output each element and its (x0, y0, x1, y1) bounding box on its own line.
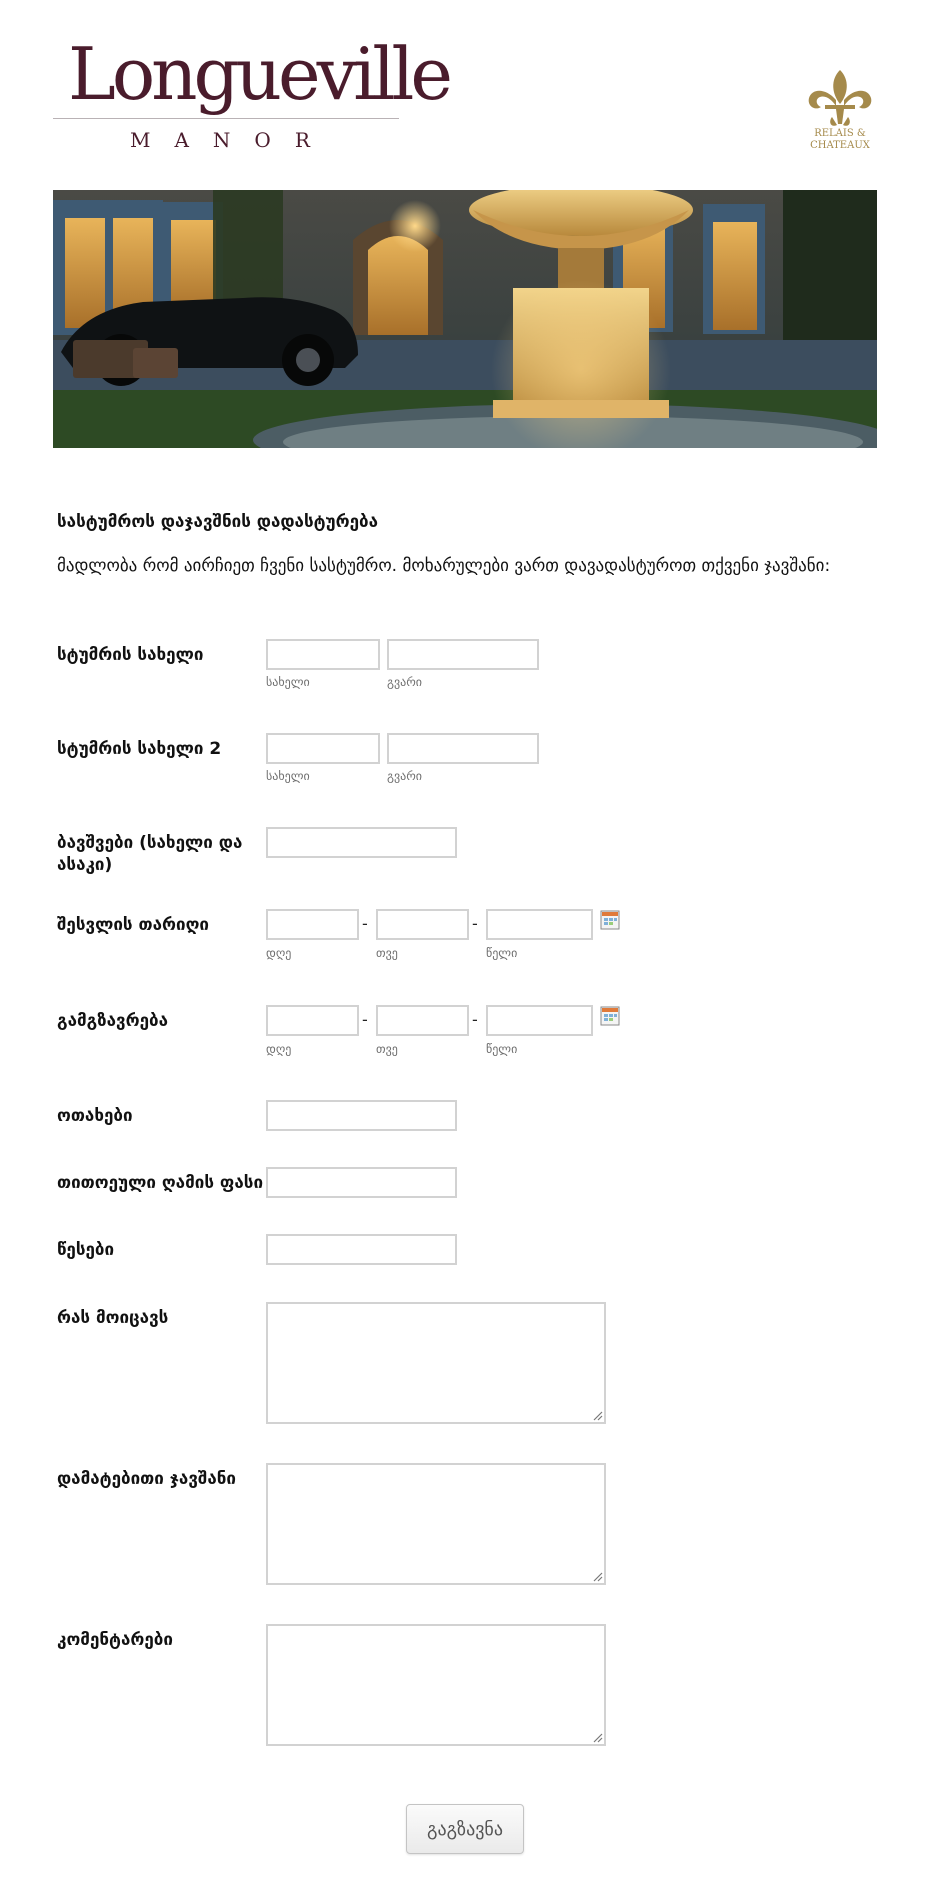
guest-last-name-sublabel: გვარი (387, 675, 422, 689)
guest-name-label: სტუმრის სახელი (57, 645, 204, 665)
calendar-icon[interactable] (600, 910, 620, 930)
rooms-label: ოთახები (57, 1106, 133, 1126)
rules-input[interactable] (266, 1234, 457, 1265)
guest-2-last-name-sublabel: გვარი (387, 769, 422, 783)
guest-2-first-name-sublabel: სახელი (266, 769, 310, 783)
departure-month-input[interactable] (376, 1005, 469, 1036)
rooms-input[interactable] (266, 1100, 457, 1131)
checkin-day-sublabel: დღე (266, 946, 292, 960)
resize-handle-icon[interactable] (591, 1570, 603, 1582)
submit-button[interactable]: გაგზავნა (406, 1804, 524, 1854)
partner-text-line2: CHATEAUX (810, 140, 870, 151)
date-separator: - (362, 1010, 368, 1029)
guest-2-last-name-input[interactable] (387, 733, 539, 764)
fleur-de-lis-icon (806, 70, 874, 130)
comments-label: კომენტარები (57, 1630, 173, 1650)
guest-name-2-label: სტუმრის სახელი 2 (57, 739, 222, 759)
checkin-year-sublabel: წელი (486, 946, 518, 960)
hotel-hero-image (53, 190, 877, 448)
resize-handle-icon[interactable] (591, 1731, 603, 1743)
logo-wordmark: Longueville (68, 32, 449, 116)
guest-2-first-name-input[interactable] (266, 733, 380, 764)
guest-last-name-input[interactable] (387, 639, 539, 670)
departure-year-sublabel: წელი (486, 1042, 518, 1056)
checkin-month-sublabel: თვე (376, 946, 398, 960)
date-separator: - (472, 1010, 478, 1029)
checkin-year-input[interactable] (486, 909, 593, 940)
rules-label: წესები (57, 1240, 115, 1260)
resize-handle-icon[interactable] (591, 1409, 603, 1421)
departure-day-sublabel: დღე (266, 1042, 292, 1056)
guest-first-name-input[interactable] (266, 639, 380, 670)
departure-year-input[interactable] (486, 1005, 593, 1036)
departure-month-sublabel: თვე (376, 1042, 398, 1056)
includes-label: რას მოიცავს (57, 1308, 169, 1328)
date-separator: - (472, 914, 478, 933)
partner-text-line1: RELAIS & (814, 128, 866, 139)
extra-booking-label: დამატებითი ჯავშანი (57, 1469, 236, 1489)
logo-divider (53, 118, 399, 119)
guest-first-name-sublabel: სახელი (266, 675, 310, 689)
nightly-rate-label: თითოეული ღამის ფასი (57, 1173, 264, 1193)
nightly-rate-input[interactable] (266, 1167, 457, 1198)
form-intro-text: მადლობა რომ აირჩიეთ ჩვენი სასტუმრო. მოხარულები ვართ დავადასტუროთ თქვენი ჯავშანი: (57, 556, 831, 576)
comments-textarea[interactable] (266, 1624, 606, 1746)
calendar-icon[interactable] (600, 1006, 620, 1026)
includes-textarea[interactable] (266, 1302, 606, 1424)
children-label: ბავშვები (სახელი და ასაკი) (57, 833, 243, 875)
logo-subtitle: MANOR (130, 128, 334, 152)
date-separator: - (362, 914, 368, 933)
checkin-label: შესვლის თარიღი (57, 915, 209, 935)
checkin-day-input[interactable] (266, 909, 359, 940)
children-input[interactable] (266, 827, 457, 858)
extra-booking-textarea[interactable] (266, 1463, 606, 1585)
form-title: სასტუმროს დაჯავშნის დადასტურება (57, 512, 379, 532)
checkin-month-input[interactable] (376, 909, 469, 940)
departure-label: გამგზავრება (57, 1011, 169, 1031)
departure-day-input[interactable] (266, 1005, 359, 1036)
